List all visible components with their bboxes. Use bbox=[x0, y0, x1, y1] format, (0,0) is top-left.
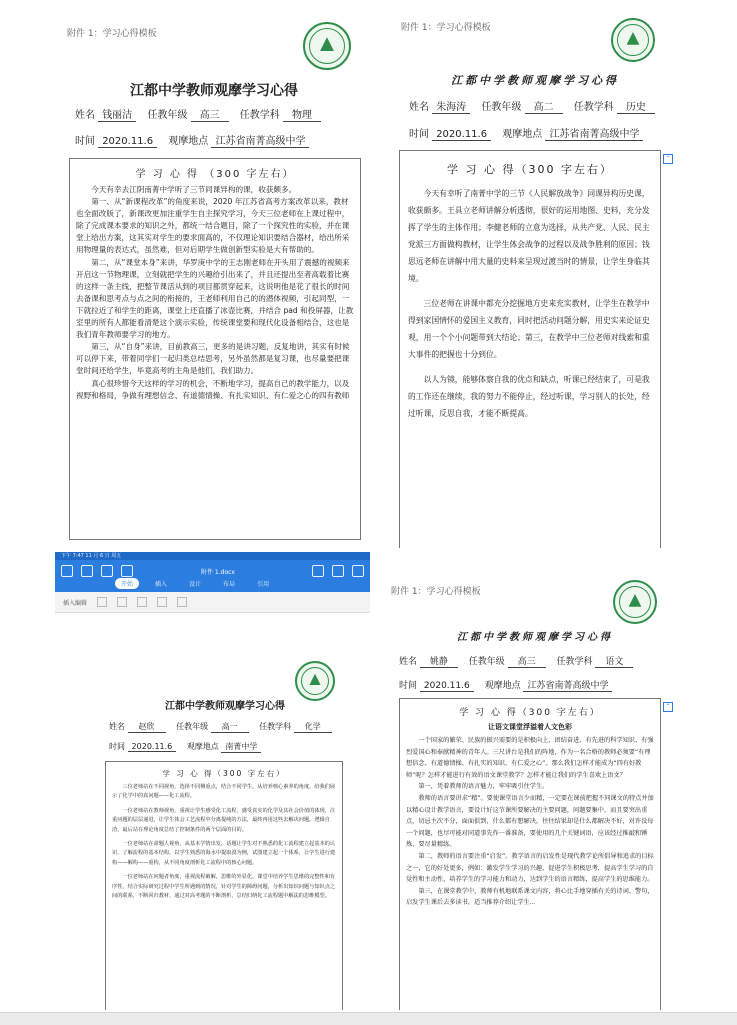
place-field[interactable]: 江苏省南菁高级中学 bbox=[211, 132, 309, 148]
place-field[interactable]: 江苏省南菁高级中学 bbox=[545, 125, 643, 141]
italic-icon[interactable] bbox=[117, 597, 127, 607]
page-title: 江都中学教师观摩学习心得 bbox=[457, 632, 613, 643]
page-title: 江都中学教师观摩学习心得 bbox=[130, 83, 298, 99]
paragraph: 一位老师站在教师视角，重视让学生感受化工流程，感受真实的化学及其社会价值的体现，注重问题的层层递进，让学生体会工艺流程中分离提纯的方法，最终再用这些去解决问题，逻辑自洽，最后站在理论角度总结了控制条件的两个层面的目的。 bbox=[112, 807, 336, 833]
close-icon[interactable] bbox=[61, 565, 73, 577]
search-icon[interactable] bbox=[352, 565, 364, 577]
page-title: 江都中学教师观摩学习心得 bbox=[165, 701, 285, 712]
horizontal-scrollbar[interactable] bbox=[0, 1012, 737, 1025]
paragraph: 三位老师站在不同视角，选择不同侧重点，结合不同学生，从培养核心素养的角度，给我们展示了化学中的真问题——化工流程。 bbox=[112, 784, 336, 800]
paragraph: 一位老师站在问题者角度，重视流程破解，思维的外显化，课堂中培养学生思维的完整性和有序性，结合实际研究过程中学生所遇到的情况，针对学生的障碍问题，分析出知识问题与知识点之间的联系，不断回归教材，通过对高考题的不断剖析，总结归纳化工流程题中解法的思维模型。 bbox=[112, 874, 336, 900]
name-field[interactable]: 赵欣 bbox=[128, 721, 166, 733]
attachment-label: 附件 1：学习心得模板 bbox=[391, 587, 481, 597]
box-heading: 学 习 心 得（300 字左右） bbox=[459, 708, 601, 718]
school-seal-icon bbox=[613, 580, 657, 624]
box-heading: 学 习 心 得（300 字左右） bbox=[447, 163, 613, 176]
subject-field[interactable]: 历史 bbox=[617, 98, 655, 114]
box-heading: 学 习 心 得（300 字左右） bbox=[162, 769, 286, 778]
box-subtitle: 让语文课堂浮溢着人文色彩 bbox=[488, 723, 572, 731]
subject-field[interactable]: 化学 bbox=[294, 721, 332, 733]
save-icon[interactable] bbox=[81, 565, 93, 577]
reflection-box[interactable] bbox=[69, 158, 361, 540]
font-color-icon[interactable] bbox=[177, 597, 187, 607]
reflection-text bbox=[70, 184, 360, 402]
time-place-row: 时间 2020.11.6 观摩地点 江苏省南菁高级中学 bbox=[75, 132, 317, 148]
reflection-box[interactable] bbox=[399, 150, 661, 548]
school-seal-icon bbox=[303, 22, 351, 70]
collapse-box-icon[interactable]: ⌃ bbox=[663, 154, 673, 164]
teacher-info-row: 姓名 姚静 任教年级 高三 任教学科 语文 bbox=[399, 654, 641, 668]
teacher-info-row: 姓名 朱海涛 任教年级 高二 任教学科 历史 bbox=[409, 98, 663, 114]
name-field[interactable]: 朱海涛 bbox=[432, 98, 470, 114]
share-icon[interactable] bbox=[312, 565, 324, 577]
school-seal-icon bbox=[611, 18, 655, 62]
paragraph: 以人为镜，能够体察自我的优点和缺点，听课已经结束了，可是我的工作还在继续，我的努力不能停止，经过听课，学习别人的长处，经过听课，反思自我，才能不断提高。 bbox=[408, 375, 650, 418]
grade-field[interactable]: 高一 bbox=[211, 721, 249, 733]
document-page-1 bbox=[55, 8, 373, 548]
page-title: 江都中学教师观摩学习心得 bbox=[451, 74, 619, 87]
reflection-box[interactable] bbox=[399, 698, 661, 1010]
reflection-text bbox=[400, 735, 660, 909]
bold-icon[interactable] bbox=[97, 597, 107, 607]
paragraph: 第一、从“新课程改革”的角度来说，2020 年江苏省高考方案改革以来，教材也全面改版了，新课改更加注重学生自主探究学习，今天三位老师在上课过程中，除了完成课本要求的知识之外，都统一结合题目，除了一个探究性的实验，并在课堂上给出方案，这其实对学生的要求面高的，不仅理论知识要结合器材，给出所采用物理量的表达式，虽然难，但对后期学生做创新型实验是大有帮助的。 bbox=[76, 197, 350, 255]
paragraph: 第二，教师的语言要注重“启发”。教学语言的启发性是现代教学论所倡导和追求的目标之一，它的好处更多，例如：激发学生学习的兴趣，促进学生积极思考，提高学生学习的自觉性和主动性，培养学生的学习能力和动力，达到学生的语言精练，提高学生的思维能力。 bbox=[406, 852, 654, 884]
document-page-2 bbox=[385, 8, 685, 548]
school-seal-icon bbox=[295, 661, 335, 701]
paragraph: 第三，从“自身”来讲，目前教高三，更多的是讲习题，反复地讲，其实有时候可以停下来，带着同学们一起归类总结思考，另外虽然都是复习课，也尽量要把课堂时间还给学生，毕竟高考的主角是他们，我们助力。 bbox=[76, 342, 350, 376]
name-field[interactable]: 钱丽洁 bbox=[98, 106, 136, 122]
highlight-icon[interactable] bbox=[157, 597, 167, 607]
format-bar bbox=[55, 592, 370, 613]
paragraph: 一位老师站在命题人视角，从基本学情出发，话题让学生对不熟悉的化工流程建立起基本的认识，了解流程的基本结构，以学生熟悉的海水中提取溴为例，试图建立起一个体系，让学生进行建构——解构——重构，从不同角度剖析化工流程中的核心问题。 bbox=[112, 841, 336, 866]
ribbon-tabs bbox=[115, 578, 275, 589]
time-field[interactable]: 2020.11.6 bbox=[420, 681, 474, 692]
reflection-text bbox=[106, 783, 342, 901]
paragraph: 今天有幸去江阴南菁中学听了三节同课异构的课，收获颇多。 bbox=[91, 185, 297, 194]
attachment-label: 附件 1：学习心得模板 bbox=[401, 23, 491, 33]
paragraph: 教师的语言要讲求“精”。要使课堂语言少而精，一定要在课前把握不同课文的特点并加以精心设计教学语言，要设计好这节课所要解决的主要问题，问题要集中，而且要突出重点，切忌主次不分，面面俱到，什么都有想解决，往往结果却是什么都解决不好，对许没每一个问题，也尽可能对同道事先作一番准备，要使用的几个关键词语，应该经过推敲和锤炼，要尽量精练。 bbox=[406, 794, 654, 849]
teacher-info-row: 姓名 钱丽洁 任教年级 高三 任教学科 物理 bbox=[75, 106, 329, 122]
tab-design[interactable]: 设计 bbox=[189, 581, 202, 588]
attachment-label: 附件 1：学习心得模板 bbox=[67, 29, 157, 39]
underline-icon[interactable] bbox=[137, 597, 147, 607]
tab-home[interactable]: 开始 bbox=[115, 578, 139, 589]
paragraph: 第一，凭着教师的语言魅力，牢牢吸引住学生。 bbox=[418, 783, 549, 791]
subject-field[interactable]: 语文 bbox=[595, 654, 633, 668]
paragraph: 真心很珍惜今天这样的学习的机会，不断地学习，提高自己的教学能力，以及视野和格局，争做有理想信念、有道德情操、有扎实知识、有仁爱之心的四有教师 bbox=[76, 378, 350, 400]
name-field[interactable]: 姚静 bbox=[420, 654, 458, 668]
time-field[interactable]: 2020.11.6 bbox=[98, 136, 157, 148]
redo-icon[interactable] bbox=[121, 565, 133, 577]
tab-references[interactable]: 引用 bbox=[257, 581, 270, 588]
collapse-box-icon[interactable]: ⌃ bbox=[663, 702, 673, 712]
paragraph: 第二，从“课堂本身”来讲，华罗庚中学的王志刚老师在开头用了震撼的视频来开启这一节物理课，立刻就把学生的兴趣给引出来了，并且还提出至者高载着比赛的这样一条主线，把整节课活从到的项目都贯穿起来，这说明他是花了很长的时间去备课和思考点与点之间的衔接的，王老师利用自己的的潜体视频，引起同型，一下就拉近了和学生的距离，课堂上还直播了冰壶比赛，并结合 pad 和投屏器，让教室里的所有人都能看清楚这个演示实验，传统课堂要和现代化设备相结合，这也是我们青年教师要学习的地方。 bbox=[76, 257, 354, 340]
more-icon[interactable] bbox=[332, 565, 344, 577]
word-app-toolbar bbox=[55, 552, 370, 612]
teacher-info-row: 姓名 赵欣 任教年级 高一 任教学科 化学 bbox=[109, 721, 340, 733]
time-field[interactable]: 2020.11.6 bbox=[128, 742, 177, 752]
tab-insert[interactable]: 插入 bbox=[155, 581, 168, 588]
input-mode-button[interactable]: 插入编辑 bbox=[63, 599, 88, 607]
document-page-3 bbox=[95, 655, 355, 1010]
grade-field[interactable]: 高三 bbox=[191, 106, 229, 122]
time-place-row: 时间 2020.11.6 观摩地点 江苏省南菁高级中学 bbox=[409, 125, 651, 141]
title-bar bbox=[55, 552, 370, 592]
grade-field[interactable]: 高三 bbox=[508, 654, 546, 668]
paragraph: 一个国家的繁荣、民族的振兴需要的是积极向上、团结奋进、有先进的科学知识、有强烈爱国心和奉献精神的青年人。三尺讲台是我们的阵地，作为一名合格的教师必须要“有理想信念、有道德情操、有扎实的知识、有仁爱之心”。那么我们怎样才能成为“四有好教师”呢？怎样才能进行有效的语文课堂教学？怎样才能让我们的学生喜欢上语文？ bbox=[406, 737, 654, 779]
time-place-row: 时间 2020.11.6 观摩地点 南菁中学 bbox=[109, 741, 269, 753]
box-heading: 学 习 心 得 （300 字左右） bbox=[135, 169, 295, 180]
paragraph: 第三，在课堂教学中，教师有机地联系课文内容，将心比手地穿插有关的诗词、警句，启发学生课后去多读书，适当推荐介绍让学生... bbox=[406, 887, 654, 907]
time-field[interactable]: 2020.11.6 bbox=[432, 129, 491, 141]
subject-field[interactable]: 物理 bbox=[283, 106, 321, 122]
toolbar-icons bbox=[61, 564, 364, 578]
paragraph: 今天有幸听了南菁中学的三节《人民解放战争》同课异构历史课，收获颇多。王具立老师讲解分析透彻，很好的运用地图、史料，充分发挥了学生的主体作用；李健老师的立意为选择，从共产党、人民、民主党派三方面做构教材，让学生体会战争的过程以及战争胜利的原因；钱思远老师在讲解中用大量的史料来呈现过渡当时的情景，让学生身临其境。 bbox=[408, 189, 650, 283]
reflection-box[interactable] bbox=[105, 761, 343, 1010]
status-bar: 下午 7:47 11 月 6 日 周五 bbox=[55, 552, 370, 560]
paragraph: 三位老师在讲课中都充分挖掘地方史来充实教材，让学生在教学中得到家国情怀的爱国主义教育，同时把活动问题分解，用史实来论证史观，用一个个小问题带到大结论；第三，在教学中三位老师对线索和重大事件的把握也十分到位。 bbox=[408, 299, 650, 359]
place-field[interactable]: 江苏省南菁高级中学 bbox=[523, 678, 612, 692]
place-field[interactable]: 南菁中学 bbox=[221, 741, 261, 753]
undo-icon[interactable] bbox=[101, 565, 113, 577]
grade-field[interactable]: 高二 bbox=[525, 98, 563, 114]
tab-layout[interactable]: 布局 bbox=[223, 581, 236, 588]
time-place-row: 时间 2020.11.6 观摩地点 江苏省南菁高级中学 bbox=[399, 678, 620, 692]
reflection-text bbox=[400, 185, 660, 422]
document-name: 附件 1.docx bbox=[201, 568, 235, 576]
document-page-4 bbox=[385, 570, 685, 1010]
